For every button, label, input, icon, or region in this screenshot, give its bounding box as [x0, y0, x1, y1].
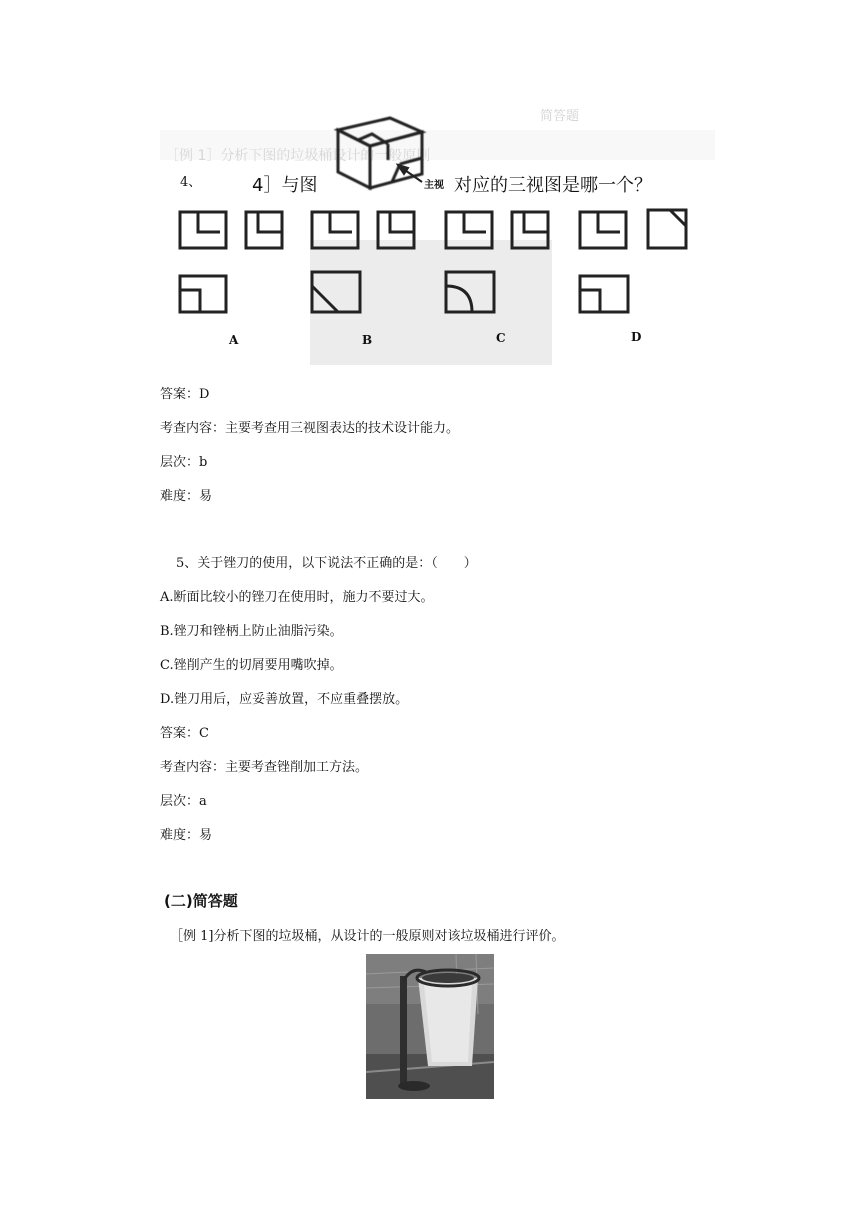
q4-answer: 答案：D [160, 387, 210, 402]
three-view-figure [160, 100, 715, 365]
svg-text:简答题: 简答题 [540, 109, 580, 124]
example-1: ［例 1]分析下图的垃圾桶，从设计的一般原则对该垃圾桶进行评价。 [170, 929, 565, 944]
q5-option-a: A.断面比较小的锉刀在使用时，施力不要过大。 [160, 590, 434, 605]
option-label-b: B [362, 333, 373, 347]
svg-text:［例 1］分析下图的垃圾桶设计的一般原则: ［例 1］分析下图的垃圾桶设计的一般原则 [165, 148, 431, 164]
q5-option-c: C.锉削产生的切屑要用嘴吹掉。 [160, 658, 343, 673]
q5-answer: 答案：C [160, 726, 209, 741]
q4-level: 层次：b [160, 455, 208, 470]
option-label-a: A [229, 333, 239, 347]
q5-question: 5、关于锉刀的使用，以下说法不正确的是：（ ） [176, 556, 477, 571]
q4-content: 考查内容：主要考查用三视图表达的技术设计能力。 [160, 421, 460, 436]
q5-level: 层次：a [160, 794, 207, 809]
trash-can-photo [366, 954, 494, 1099]
option-label-c: C [496, 331, 506, 345]
q5-option-b: B.锉刀和锉柄上防止油脂污染。 [160, 624, 343, 639]
q5-difficulty: 难度：易 [160, 828, 213, 843]
main-view-label: 主视 [424, 180, 444, 191]
q4-question-suffix: 对应的三视图是哪一个？ [454, 175, 652, 196]
q5-content: 考查内容：主要考查锉削加工方法。 [160, 760, 369, 775]
option-label-d: D [631, 330, 642, 344]
section-title: (二)简答题 [164, 892, 238, 910]
q5-option-d: D.锉刀用后，应妥善放置，不应重叠摆放。 [160, 692, 409, 707]
q4-difficulty: 难度：易 [160, 489, 213, 504]
q4-question-prefix: 4］与图 [252, 175, 318, 196]
q4-number: 4、 [180, 175, 202, 190]
